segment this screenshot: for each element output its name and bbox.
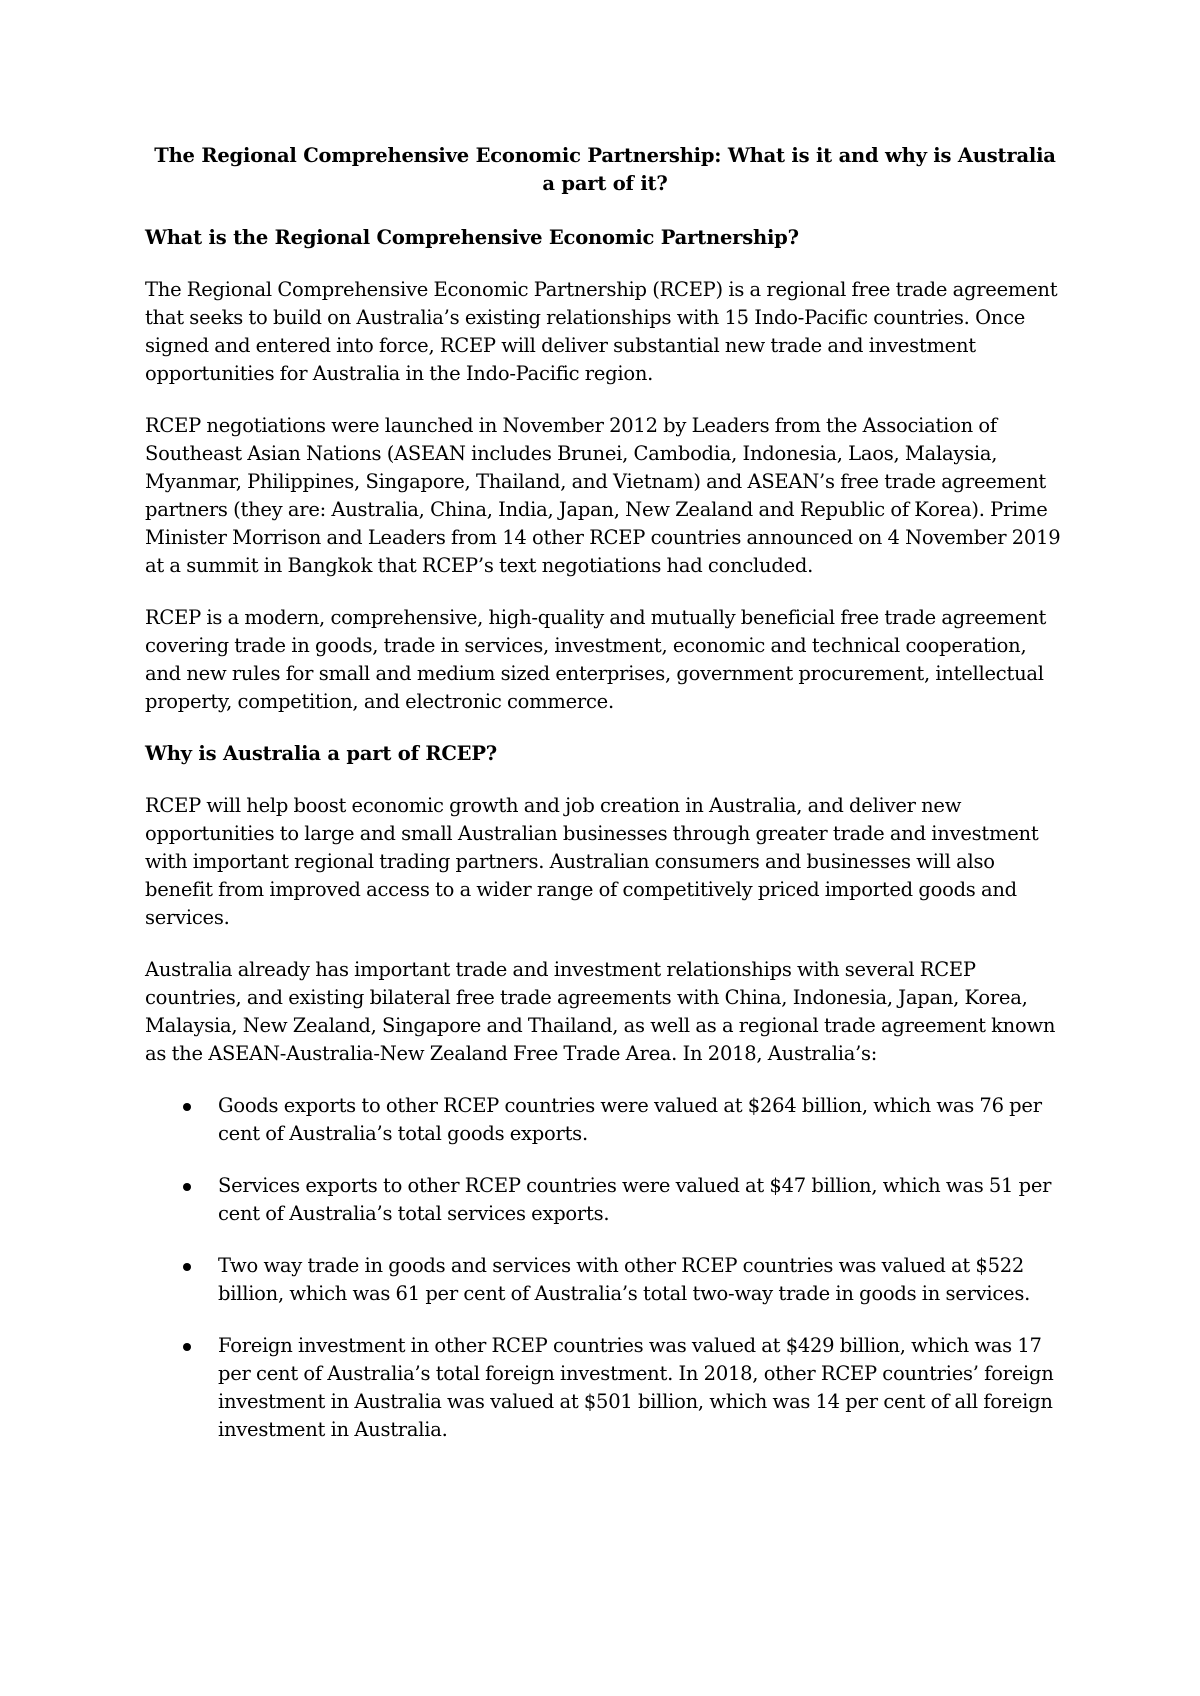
section-heading-why-australia: Why is Australia a part of RCEP?: [145, 742, 498, 765]
bullet-icon: [183, 1103, 191, 1111]
bullet-icon: [183, 1343, 191, 1351]
bullet-icon: [183, 1263, 191, 1271]
list-item: [145, 1172, 1065, 1228]
document-title: The Regional Comprehensive Economic Partnership: What is it and why is Australia a part of it?: [154, 144, 1056, 195]
list-item: [145, 1252, 1065, 1308]
paragraph-rcep-scope: RCEP is a modern, comprehensive, high-quality and mutually beneficial free trade agreement covering trade in goods, trade in services, investment, economic and technical cooperation, and new rules for small and medium sized enterprises, government procurement, intellectual property, competition, and electronic commerce.: [145, 606, 1047, 713]
list-item-text: Two way trade in goods and services with other RCEP countries was valued at $522 billion, which was 61 per cent of Australia’s total two-way trade in goods in services.: [218, 1254, 1031, 1305]
paragraph-existing-relationships: Australia already has important trade and investment relationships with several RCEP countries, and existing bilateral free trade agreements with China, Indonesia, Japan, Korea, Malaysia, New Zealand, Singapore and Thailand, as well as a regional trade agreement known as the ASEAN-Australia-New Zealand Free Trade Area. In 2018, Australia’s:: [145, 958, 1056, 1065]
trade-statistics-list: [145, 1092, 1065, 1444]
bullet-icon: [183, 1183, 191, 1191]
list-item-text: Goods exports to other RCEP countries were valued at $264 billion, which was 76 per cent of Australia’s total goods exports.: [218, 1094, 1042, 1145]
list-item: [145, 1092, 1065, 1148]
paragraph-rcep-definition: The Regional Comprehensive Economic Partnership (RCEP) is a regional free trade agreement that seeks to build on Australia’s existing relationships with 15 Indo-Pacific countries. Once signed and entered into force, RCEP will deliver substantial new trade and investment opportunities for Australia in the Indo-Pacific region.: [145, 278, 1058, 385]
document-page: [145, 142, 1065, 1444]
section-heading-what-is-rcep: What is the Regional Comprehensive Economic Partnership?: [145, 226, 799, 249]
paragraph-rcep-negotiations: RCEP negotiations were launched in November 2012 by Leaders from the Association of Southeast Asian Nations (ASEAN includes Brunei, Cambodia, Indonesia, Laos, Malaysia, Myanmar, Philippines, Singapore, Thailand, and Vietnam) and ASEAN’s free trade agreement partners (they are: Australia, China, India, Japan, New Zealand and Republic of Korea). Prime Minister Morrison and Leaders from 14 other RCEP countries announced on 4 November 2019 at a summit in Bangkok that RCEP’s text negotiations had concluded.: [145, 414, 1061, 577]
list-item-text: Services exports to other RCEP countries were valued at $47 billion, which was 51 per cent of Australia’s total services exports.: [218, 1174, 1052, 1225]
list-item: [145, 1332, 1065, 1444]
paragraph-rcep-benefits: RCEP will help boost economic growth and job creation in Australia, and deliver new opportunities to large and small Australian businesses through greater trade and investment with important regional trading partners. Australian consumers and businesses will also benefit from improved access to a wider range of competitively priced imported goods and services.: [145, 794, 1039, 929]
list-item-text: Foreign investment in other RCEP countries was valued at $429 billion, which was 17 per cent of Australia’s total foreign investment. In 2018, other RCEP countries’ foreign investment in Australia was valued at $501 billion, which was 14 per cent of all foreign investment in Australia.: [218, 1334, 1054, 1441]
